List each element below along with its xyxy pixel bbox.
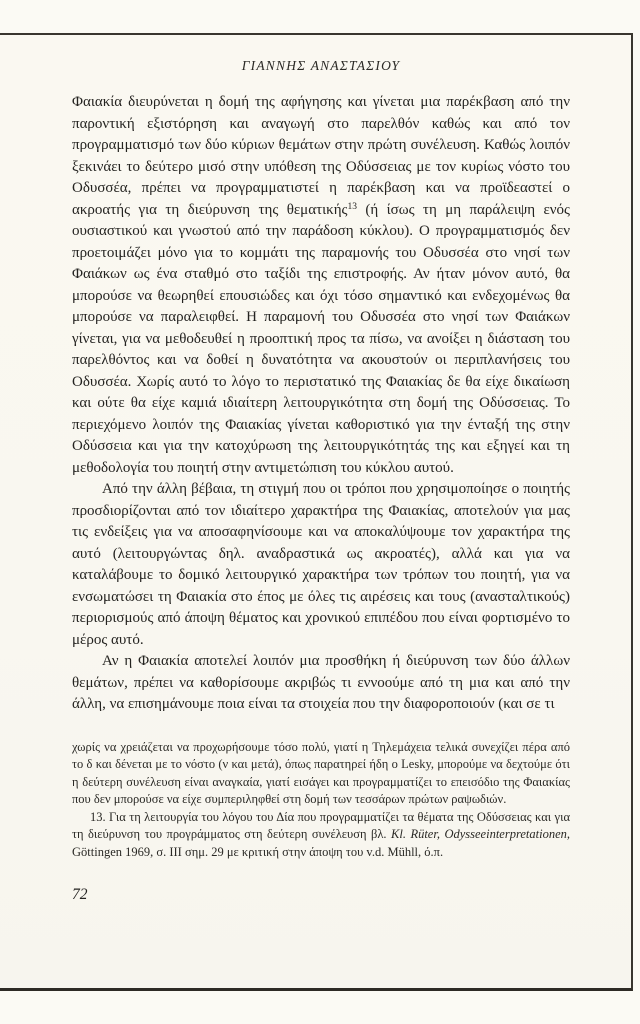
- footnote-13: [72, 809, 570, 862]
- body-paragraph-2: Από την άλλη βέβαια, τη στιγμή που οι τρόποι που χρησιμοποίησε ο ποιητής προσδιορίζονται από τον ιδιαίτερο χαρακτήρα της Φαιακίας, αποτελούν για μας τις ενδείξεις για να αποσαφηνίσουμε και να αποκαλύψουμε τον χαρακτήρα της αυτό (λειτουργώντας δηλ. αναδραστικά ως ακροατές), αλλά και για να καταλάβουμε το δομικό λειτουργικό χαρακτήρα των τρόπων του ποιητή, για να ενσωματώσει τη Φαιακία στο έπος με όλες τις αιρέσεις και τους (ανασταλτικούς) περιορισμούς από άποψη θέματος και χρονικού επιπέδου που είναι φορτισμένο το μέρος αυτό.: [72, 481, 570, 648]
- page-content: [72, 58, 570, 904]
- footnotes-block: [72, 739, 570, 862]
- footnote-reference-13: 13: [347, 201, 357, 212]
- footnote-13-citation-title: Kl. Rüter, Odysseeinterpretationen,: [391, 827, 570, 842]
- footnote-13-text-b: Göttingen 1969, σ. III σημ. 29 με κριτική στην άποψη του v.d. Mühll, ό.π.: [72, 845, 444, 860]
- body-paragraph-3: Αν η Φαιακία αποτελεί λοιπόν μια προσθήκη ή διεύρυνση των δύο άλλων θεμάτων, πρέπει να καθορίσουμε ακριβώς τι εννοούμε από τη μια και από την άλλη, να επισημάνουμε ποια είναι τα στοιχεία που την διαφοροποιούν (και σε τι: [72, 653, 570, 712]
- paragraph-1-text-a: Φαιακία διευρύνεται η δομή της αφήγησης και γίνεται μια παρέκβαση από την παροντική εξιστόρηση και αναγωγή στο παρελθόν καθώς και από τον προγραμματισμό των δύο κύριων θεμάτων στην πρώτη συνέλευση. Καθώς λοιπόν ξεκινάει το δεύτερο μισό στην υπόθεση της Οδύσσειας με τον κυρίως νόστο του Οδυσσέα, πρέπει να προγραμματιστεί η παρέκβαση και να προϊδεαστεί ο ακροατής για τη διεύρυνση της θεματικής: [72, 94, 570, 218]
- author-heading: ΓΙΑΝΝΗΣ ΑΝΑΣΤΑΣΙΟΥ: [241, 58, 401, 73]
- footnote-continuation: χωρίς να χρειάζεται να προχωρήσουμε τόσο πολύ, γιατί η Τηλεμάχεια τελικά συνεχίζει πέρα από το δ και δένεται με το νόστο (ν και μετά), όπως παρατηρεί ήδη ο Lesky, μπορούμε να δεχτούμε ότι η δεύτερη συνέλευση είναι αναγκαία, γιατί εισάγει και προγραμματίζει το επεισόδιο της Φαιακίας που δεν μπορούσε να είχε συμπεριληφθεί στη δομή των τεσσάρων πρώτων ραψωδιών.: [72, 739, 570, 807]
- paragraph-1-text-b: (ή ίσως τη μη παράλειψη ενός ουσιαστικού και γνωστού από την παράδοση κύκλου). Ο προγραμματισμός δεν προετοιμάζει μόνο για το κομμάτι της παραμονής του Οδυσσέα στο νησί των Φαιάκων ως ένα σταθμό στο ταξίδι της επιστροφής. Αν ήταν μόνον αυτό, θα μπορούσε να θεωρηθεί επουσιώδες και όχι τόσο σημαντικό και ενδεχομένως θα μπορούσε να παραλειφθεί. Η παραμονή του Οδυσσέα στο νησί των Φαιάκων γίνεται, για να μεθοδευθεί η προοπτική προς τα πίσω, να ανοίξει η διάσταση του παρελθόντος και να δοθεί η δυνατότητα να ακουστούν οι περιπλανήσεις του Οδυσσέα. Χωρίς αυτό το λόγο το περιστατικό της Φαιακίας δε θα είχε δικαίωση και ούτε θα είχε καμιά ιδιαίτερη λειτουργικότητα στη δομή της Οδύσσειας. Το περιεχόμενο λοιπόν της Φαιακίας γίνεται καθοριστικό για την ένταξή της στην Οδύσσεια και για την κατοχύρωση της λειτουργικότητάς της και εξηγεί και τη μεθοδολογία του ποιητή στην αντιμετώπιση του κύκλου αυτού.: [72, 201, 570, 476]
- page-number: 72: [72, 885, 88, 903]
- footnote-13-text-a: 13. Για τη λειτουργία του λόγου του Δία που προγραμματίζει τα θέματα της Οδύσσειας και για τη διεύρυνση του προγράμματος στη δεύτερη συνέλευση βλ.: [72, 809, 570, 842]
- body-paragraph-1: [72, 92, 570, 479]
